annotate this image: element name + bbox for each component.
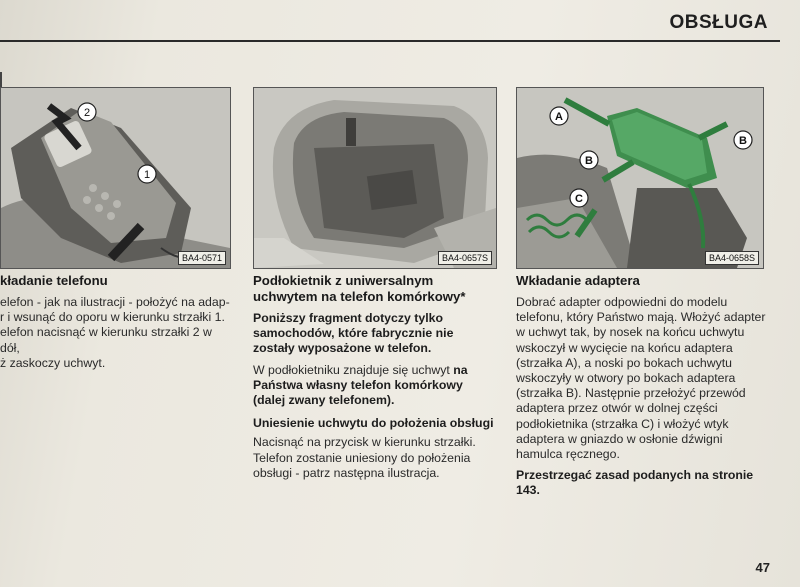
warning-paragraph: Przestrzegać zasad podanych na stronie 143. — [516, 468, 754, 498]
svg-text:B: B — [585, 155, 593, 167]
section-title: OBSŁUGA — [669, 12, 768, 33]
column-title: kładanie telefonu — [0, 273, 108, 288]
figure-adapter-illustration — [517, 88, 763, 268]
text-line: elefon - jak na ilustracji - położyć na adap- — [0, 295, 230, 309]
figure-armrest-illustration — [254, 88, 496, 268]
figure-phone-insert — [0, 87, 231, 269]
figure-code: BA4-0658S — [705, 251, 759, 265]
column-inserting-adapter — [516, 273, 768, 505]
figure-code: BA4-0657S — [438, 251, 492, 265]
figure-code: BA4-0571 — [178, 251, 226, 265]
paragraph: Dobrać adapter odpowiedni do modelu telefonu, który Państwo mają. Włożyć adapter w uchwyt tak, by nosek na końcu uchwytu wskoczył w wycięcie na końcu adaptera (strzałka A), a noski po bokach uchwytu wskoczyły w otwory po bokach adaptera (strzałka B). Następnie przełożyć przewód adaptera przez otwór w dolnej części podłokietnika (strzałka C) i włożyć wtyk adaptera w gniazdo w osłonie dźwigni hamulca ręcznego. — [516, 295, 766, 462]
svg-text:A: A — [555, 111, 563, 123]
svg-text:B: B — [739, 135, 747, 147]
text-line: r i wsunąć do oporu w kierunku strzałki 1. — [0, 310, 225, 325]
figure-adapter — [516, 87, 764, 269]
svg-text:C: C — [575, 193, 583, 205]
column-title: Wkładanie adaptera — [516, 273, 640, 288]
paragraph: W podłokietniku znajduje się uchwyt na Państwa własny telefon komórkowy (dalej zwany telefonem). — [253, 362, 468, 408]
intro-paragraph: Poniższy fragment dotyczy tylko samochodów, które fabrycznie nie zostały wyposażone w telefon. — [253, 311, 454, 356]
figure-armrest — [253, 87, 497, 269]
figure-phone-insert-illustration — [1, 88, 230, 268]
header-rule — [0, 40, 780, 42]
subsection-title: Uniesienie uchwytu do położenia obsługi — [253, 416, 494, 431]
svg-text:2: 2 — [83, 107, 91, 119]
column-armrest-holder — [253, 273, 496, 487]
svg-text:1: 1 — [143, 169, 151, 181]
text-line: elefon nacisnąć w kierunku strzałki 2 w dół, — [0, 325, 212, 355]
column-title: Podłokietnik z uniwersalnym uchwytem na telefon komórkowy* — [253, 273, 466, 304]
text-line: ż zaskoczy uchwyt. — [0, 355, 106, 370]
paragraph: Nacisnąć na przycisk w kierunku strzałki. Telefon zostanie uniesiony do położenia obsługi - patrz następna ilustracja. — [253, 435, 476, 480]
page-number: 47 — [755, 560, 770, 575]
column-inserting-phone — [0, 273, 232, 371]
